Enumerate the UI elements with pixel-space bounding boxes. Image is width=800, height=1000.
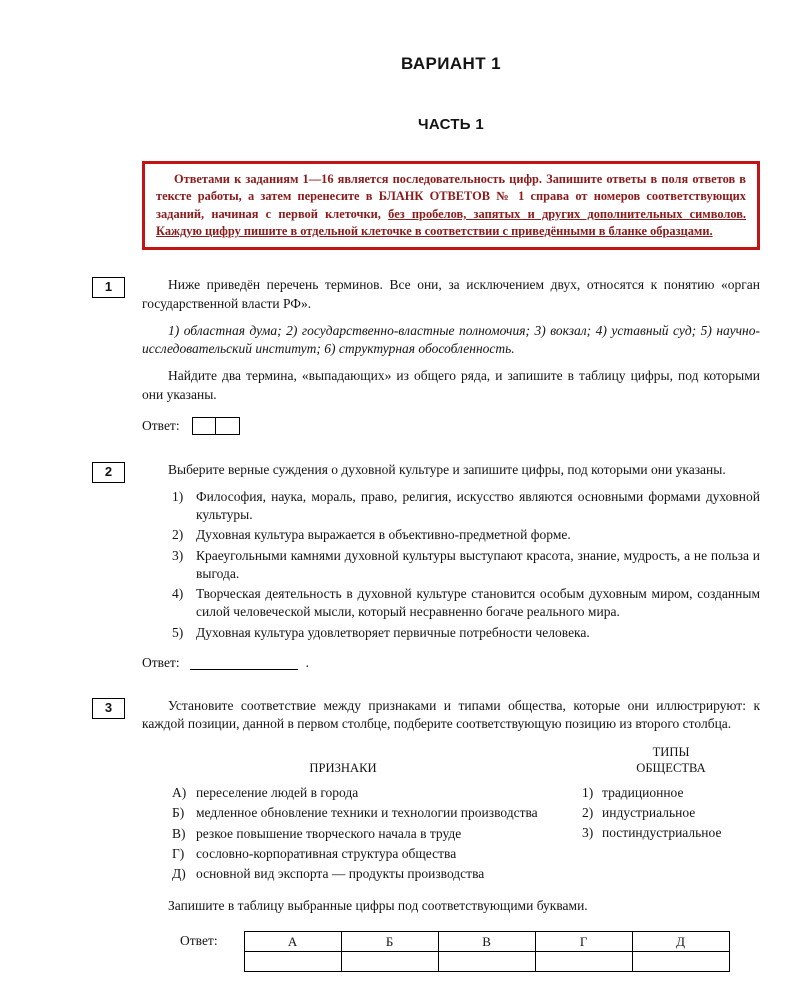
answer-cell xyxy=(244,952,341,972)
item-marker: 3) xyxy=(172,547,184,563)
features-header: ПРИЗНАКИ xyxy=(309,761,377,776)
list-item xyxy=(172,845,544,863)
instruction-box xyxy=(142,161,760,250)
item-text: основной вид экспорта — продукты производства xyxy=(196,866,485,882)
item-marker: 1) xyxy=(582,784,594,800)
answer-table-header-cell: А xyxy=(244,932,341,952)
question-3-number-badge: 3 xyxy=(92,698,125,719)
answer-label: Ответ: xyxy=(180,933,218,949)
question-1-intro: Ниже приведён перечень терминов. Все они, за исключением двух, относятся к понятию «орган государственной власти РФ». xyxy=(142,277,760,311)
item-marker: В) xyxy=(172,825,186,841)
item-marker: 2) xyxy=(582,804,594,820)
answer-label: Ответ: xyxy=(142,417,180,433)
list-item xyxy=(582,824,760,842)
types-header-line2: ОБЩЕСТВА xyxy=(636,760,706,775)
item-marker: 4) xyxy=(172,586,184,602)
types-list xyxy=(582,784,760,843)
list-item xyxy=(172,488,760,524)
answer-cell xyxy=(341,952,438,972)
list-item xyxy=(172,585,760,621)
question-3 xyxy=(104,697,760,973)
answer-suffix: . xyxy=(305,654,309,670)
item-marker: А) xyxy=(172,785,187,801)
question-2-answer-line xyxy=(142,655,760,671)
answer-cell xyxy=(216,417,240,435)
list-item xyxy=(172,804,544,822)
list-item xyxy=(582,804,760,822)
item-text: переселение людей в города xyxy=(196,785,359,801)
page-title: ВАРИАНТ 1 xyxy=(401,54,501,73)
question-3-intro: Установите соответствие между признаками и типами общества, которые они иллюстрируют: к каждой позиции, данной в первом столбце, подберите соответствующую позицию из второго столбца. xyxy=(142,697,760,731)
item-marker: 2) xyxy=(172,527,184,543)
q3-answer-table xyxy=(244,931,730,972)
item-marker: Д) xyxy=(172,866,186,882)
item-marker: 3) xyxy=(582,825,594,841)
item-text: постиндустриальное xyxy=(602,825,722,841)
item-text: индустриальное xyxy=(602,804,696,820)
list-item xyxy=(172,865,544,883)
question-2-number-badge: 2 xyxy=(92,462,125,483)
answer-label: Ответ: xyxy=(142,654,180,670)
question-1-task: Найдите два термина, «выпадающих» из общего ряда, и запишите в таблицу цифры, под которыми они указаны. xyxy=(142,368,760,402)
question-3-answer-line xyxy=(142,931,760,972)
answer-table-header-cell: Д xyxy=(632,932,729,952)
list-item xyxy=(582,784,760,802)
list-item xyxy=(172,784,544,802)
list-item xyxy=(172,547,760,583)
item-marker: 5) xyxy=(172,624,184,640)
answer-table-input-row xyxy=(244,952,729,972)
section-title: ЧАСТЬ 1 xyxy=(417,116,484,133)
list-item xyxy=(172,624,760,642)
item-marker: Б) xyxy=(172,805,185,821)
features-list xyxy=(142,784,544,883)
list-item xyxy=(172,526,760,544)
features-column xyxy=(142,745,544,885)
item-text: резкое повышение творческого начала в труде xyxy=(196,825,462,841)
question-1 xyxy=(104,276,760,434)
answer-table-header-cell: Г xyxy=(535,932,632,952)
item-marker: 1) xyxy=(172,488,184,504)
list-item xyxy=(172,825,544,843)
types-column xyxy=(582,745,760,885)
item-text: медленное обновление техники и технологии производства xyxy=(196,805,538,821)
types-header-line1: ТИПЫ xyxy=(652,745,690,760)
item-text: Духовная культура удовлетворяет первичные потребности человека. xyxy=(196,624,590,640)
item-text: Философия, наука, мораль, право, религия, искусство являются основными формами духовной культуры. xyxy=(196,488,760,523)
instruction-text: Ответами к заданиям 1—16 является последовательность цифр. Запишите ответы в поля ответов в тексте работы, а затем перенесите в БЛАНК ОТВЕТОВ № 1 справа от номеров соответствующих заданий, начиная с первой клеточки, xyxy=(156,172,746,221)
question-2 xyxy=(104,461,760,671)
answer-blank-line xyxy=(190,656,298,670)
instruction-text-underlined: без пробелов, запятых и других дополнительных символов. Каждую цифру пишите в отдельной клеточке в соответствии с приведёнными в бланке образцами. xyxy=(156,206,746,239)
question-1-answer-line xyxy=(142,417,760,435)
item-text: традиционное xyxy=(602,784,684,800)
question-3-task: Запишите в таблицу выбранные цифры под соответствующими буквами. xyxy=(168,898,588,914)
answer-cell xyxy=(192,417,216,435)
answer-table-header-cell: Б xyxy=(341,932,438,952)
item-text: Краеугольными камнями духовной культуры выступают красота, знание, мудрость, а не польза и выгода. xyxy=(196,547,760,581)
item-text: Творческая деятельность в духовной культуре становится особым духовным миром, созданным силой человеческой мысли, который несравненно богаче реального мира. xyxy=(196,586,760,620)
item-marker: Г) xyxy=(172,845,185,861)
answer-cells xyxy=(192,417,240,435)
item-text: сословно-корпоративная структура общества xyxy=(196,845,457,861)
item-text: Духовная культура выражается в объективно-предметной форме. xyxy=(196,527,571,543)
matching-columns xyxy=(142,745,760,885)
answer-table-header-cell: В xyxy=(438,932,535,952)
answer-cell xyxy=(632,952,729,972)
answer-cell xyxy=(438,952,535,972)
answer-cell xyxy=(535,952,632,972)
types-header xyxy=(582,745,760,776)
question-1-terms: 1) областная дума; 2) государственно-властные полномочия; 3) вокзал; 4) уставный суд; 5) научно-исследовательский институт; 6) структурная обособленность. xyxy=(142,322,760,357)
answer-table-header-row xyxy=(244,932,729,952)
question-1-number-badge: 1 xyxy=(92,277,125,298)
question-2-intro: Выберите верные суждения о духовной культуре и запишите цифры, под которыми они указаны. xyxy=(168,461,726,477)
